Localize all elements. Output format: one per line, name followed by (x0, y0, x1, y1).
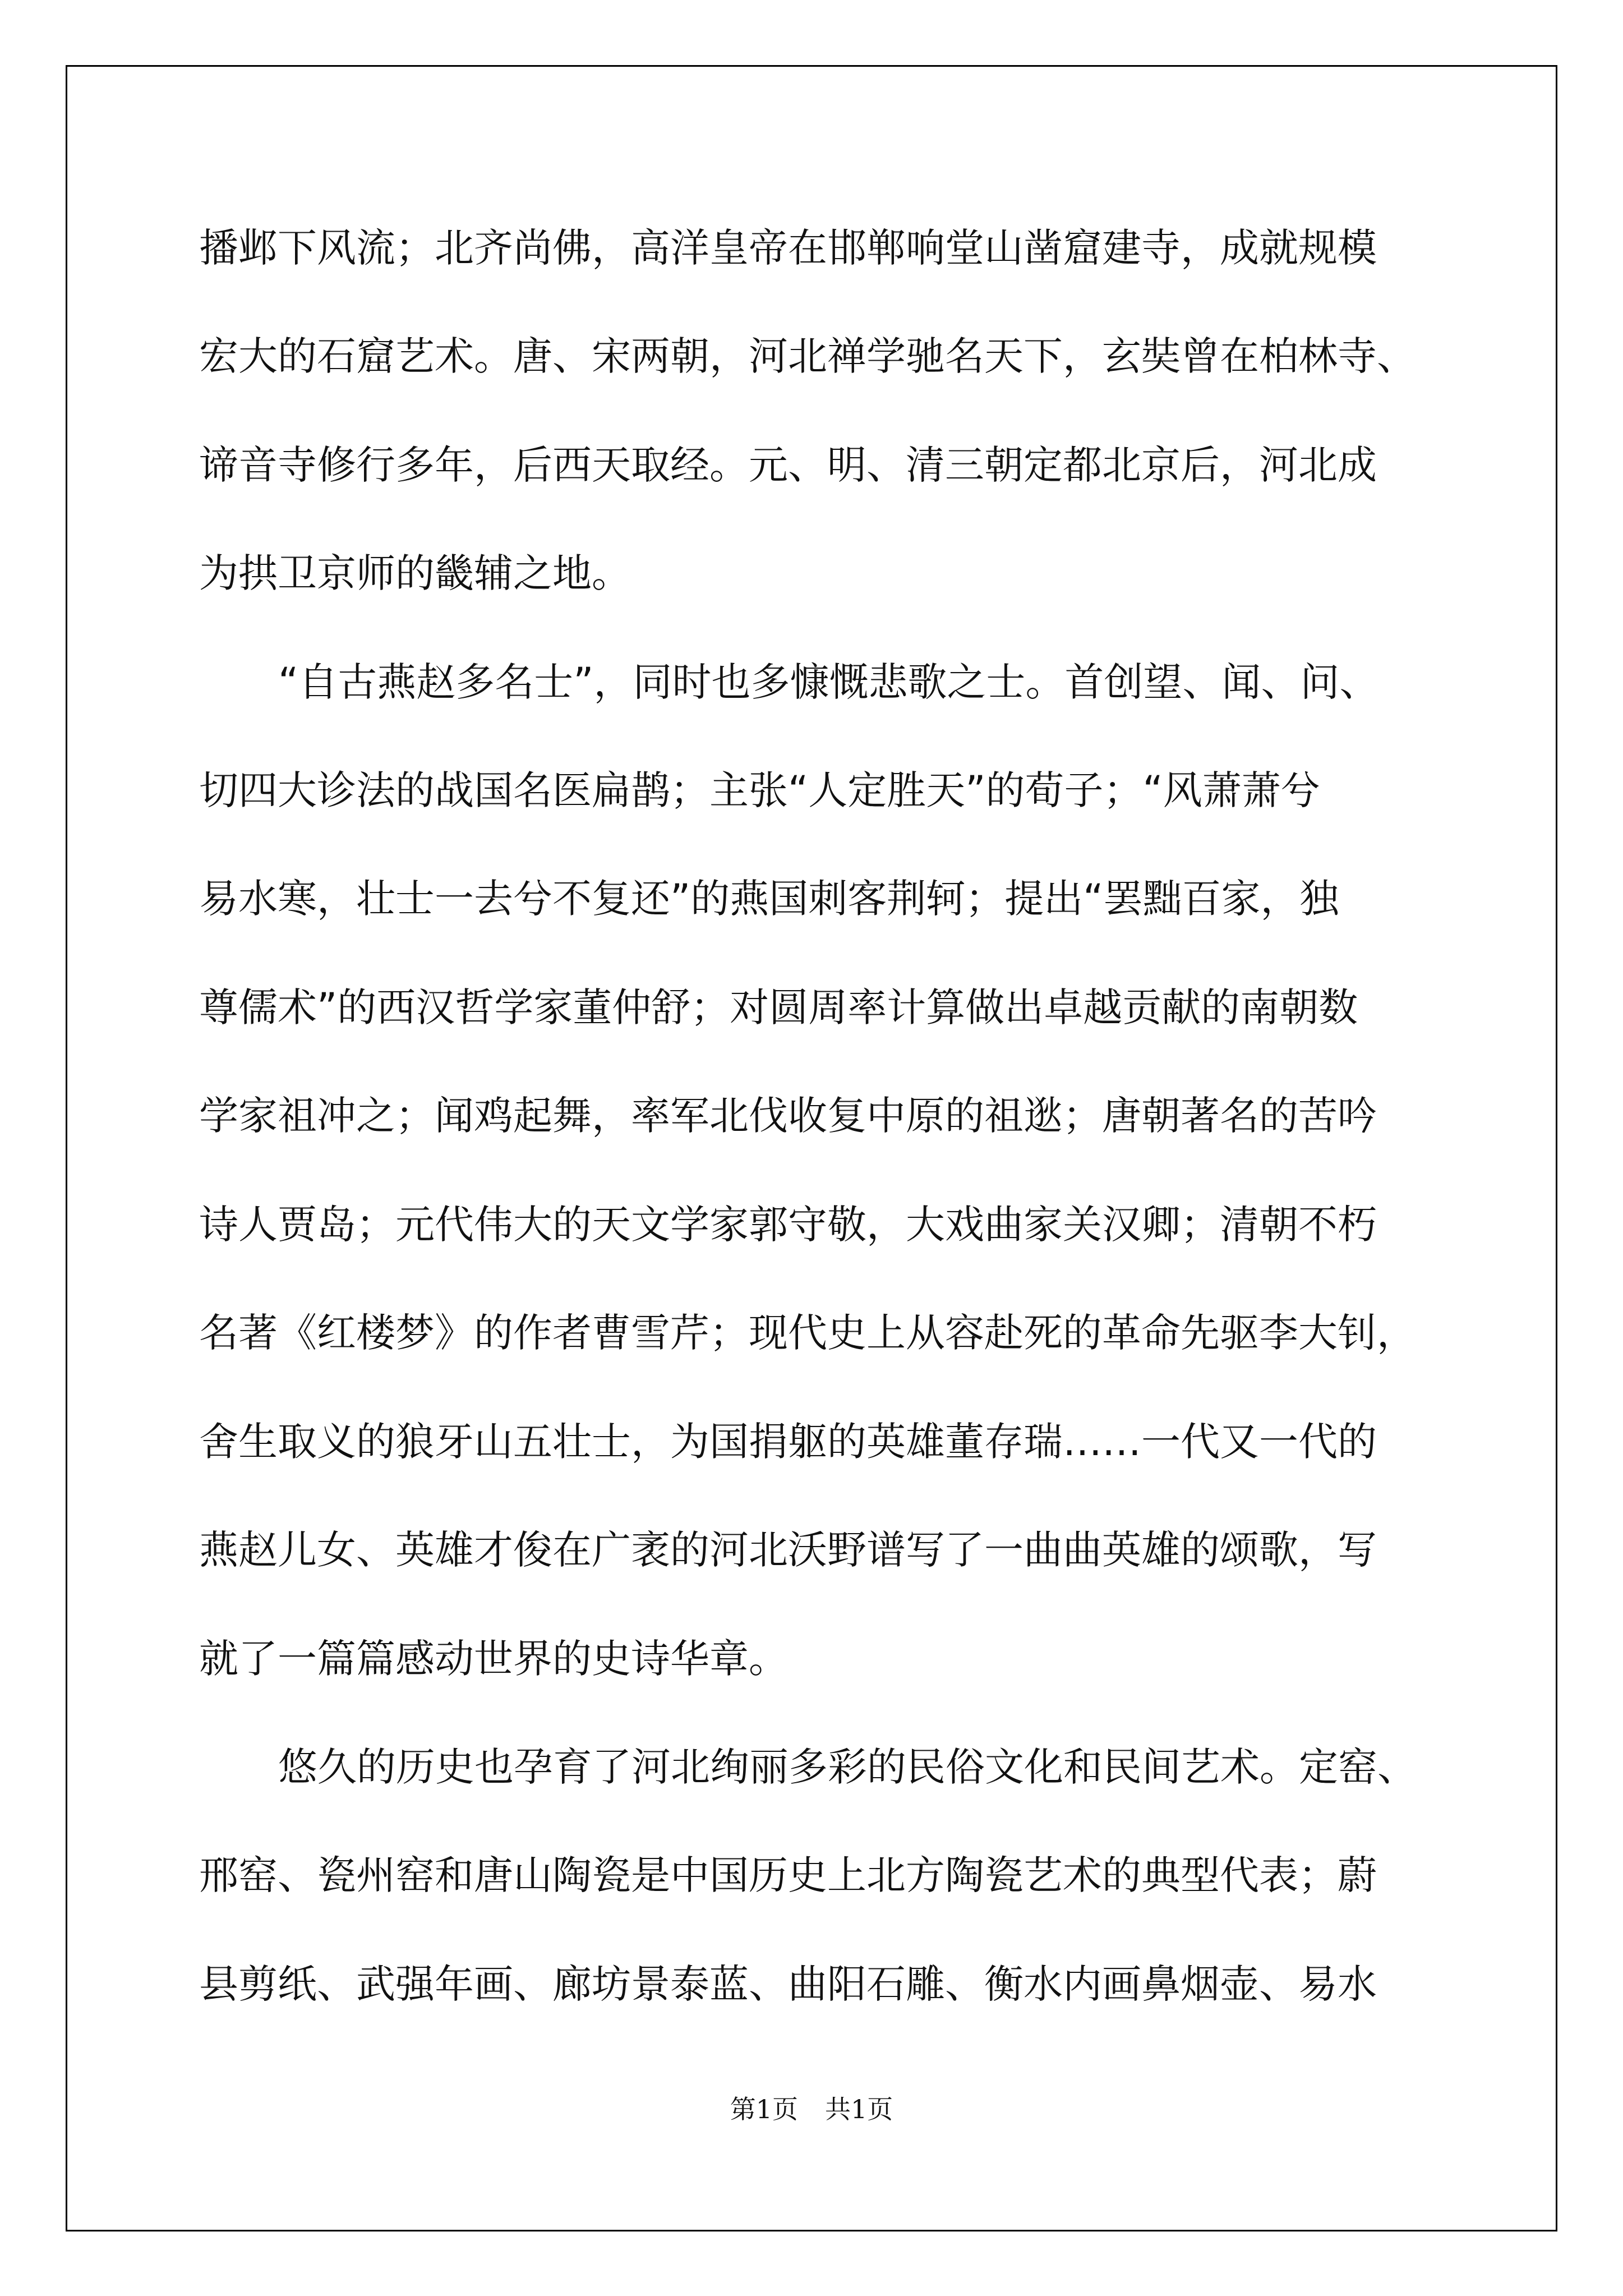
text-line: 尊儒术”的西汉哲学家董仲舒；对圆周率计算做出卓越贡献的南朝数 (199, 984, 1358, 1030)
text-line: 县剪纸、武强年画、廊坊景泰蓝、曲阳石雕、衡水内画鼻烟壶、易水 (199, 1961, 1377, 2007)
text-line: 悠久的历史也孕育了河北绚丽多彩的民俗文化和民间艺术。定窑、 (278, 1744, 1417, 1790)
text-line: 就了一篇篇感动世界的史诗华章。 (199, 1636, 788, 1682)
text-line: 邢窑、瓷州窑和唐山陶瓷是中国历史上北方陶瓷艺术的典型代表；蔚 (199, 1852, 1377, 1898)
text-line: 切四大诊法的战国名医扁鹊；主张“人定胜天”的荀子；“风萧萧兮 (199, 767, 1320, 813)
text-line: 宏大的石窟艺术。唐、宋两朝，河北禅学驰名天下，玄奘曾在柏林寺、 (199, 333, 1416, 379)
page-number: 第1页 (730, 2094, 798, 2124)
text-line: 易水寒，壮士一去兮不复还”的燕国刺客荆轲；提出“罢黜百家，独 (199, 876, 1339, 922)
text-line: 名著《红楼梦》的作者曹雪芹；现代史上从容赴死的革命先驱李大钊， (199, 1310, 1416, 1356)
page-border (66, 65, 1557, 2231)
text-line: 谛音寺修行多年，后西天取经。元、明、清三朝定都北京后，河北成 (199, 442, 1377, 488)
text-line: 学家祖冲之；闻鸡起舞，率军北伐收复中原的祖逖；唐朝著名的苦吟 (199, 1093, 1377, 1139)
text-line: 舍生取义的狼牙山五壮士，为国捐躯的英雄董存瑞……一代又一代的 (199, 1419, 1377, 1465)
text-line: 为拱卫京师的畿辅之地。 (199, 550, 631, 596)
page-total: 共1页 (825, 2094, 893, 2124)
text-line: 播邺下风流；北齐尚佛，高洋皇帝在邯郸响堂山凿窟建寺，成就规模 (199, 225, 1377, 271)
text-line: 燕赵儿女、英雄才俊在广袤的河北沃野谱写了一曲曲英雄的颂歌，写 (199, 1527, 1377, 1573)
text-line: 诗人贾岛；元代伟大的天文学家郭守敬，大戏曲家关汉卿；清朝不朽 (199, 1202, 1377, 1248)
text-line: “自古燕赵多名士”，同时也多慷慨悲歌之士。首创望、闻、问、 (278, 659, 1379, 705)
page-footer (0, 2092, 1623, 2126)
